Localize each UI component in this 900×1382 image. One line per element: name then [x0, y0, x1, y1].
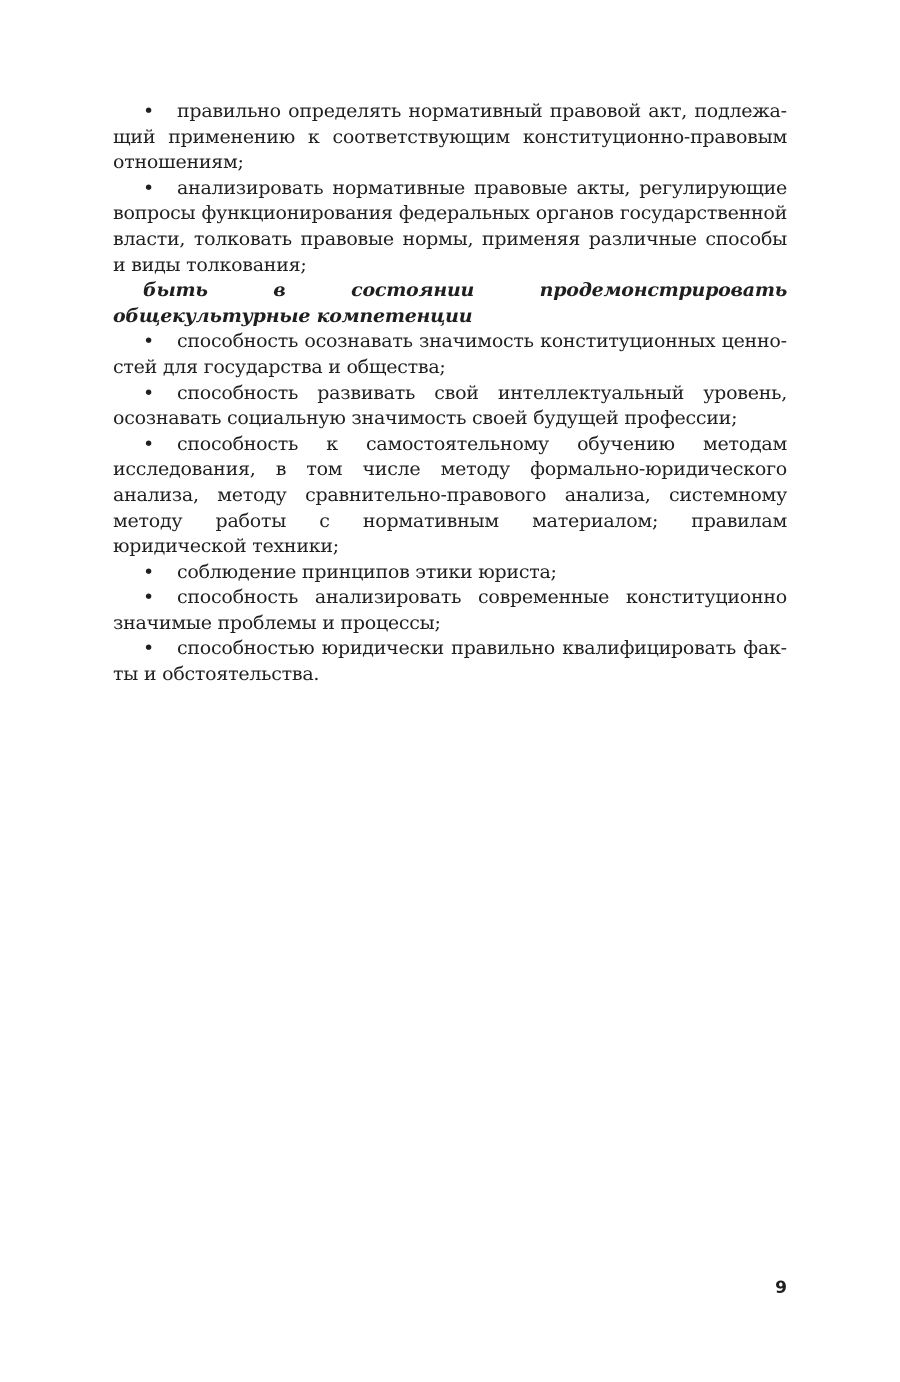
bullet-icon: •: [143, 100, 154, 122]
list-item: [113, 560, 787, 586]
bullet-icon: •: [143, 176, 154, 199]
list-item: [113, 636, 787, 687]
list-item-text: анализировать нормативные правовые акты, регулирующие вопросы функционирования федеральных органов государственной власти, толковать правовые нормы, применяя различные способы и виды толкования;: [113, 176, 787, 276]
list-item-text: соблюдение принципов этики юриста;: [177, 560, 557, 583]
bullet-icon: •: [143, 330, 154, 353]
list-item: [113, 585, 787, 636]
list-item-text: способность анализировать современные конституционно значимые проблемы и процессы;: [113, 586, 787, 634]
list-item: [113, 432, 787, 560]
list-item: [113, 176, 787, 278]
page-body: [113, 99, 787, 688]
list-item-text: правильно определять нормативный правовой акт, подлежащий применению к соответствующим конституционно-правовым отношениям;: [113, 100, 787, 174]
list-item: [113, 381, 787, 432]
bullet-icon: •: [143, 381, 154, 404]
skills-list: [113, 99, 787, 278]
bullet-icon: •: [143, 432, 154, 455]
list-item: [113, 329, 787, 380]
competencies-heading: быть в состоянии продемонстрировать общекультурные компетенции: [113, 279, 787, 327]
list-item-text: способность развивать свой интеллектуальный уровень, осознавать социальную значимость своей будущей профессии;: [113, 381, 787, 430]
bullet-icon: •: [143, 586, 154, 609]
list-item: [113, 99, 787, 176]
list-item-text: способность к самостоятельному обучению методам исследования, в том числе методу формально-юридического анализа, методу сравнительно-правового анализа, системному методу работы с нормативным материалом; правилам юридической техники;: [113, 432, 787, 558]
competencies-list: [113, 329, 787, 687]
list-item-text: способностью юридически правильно квалифицировать факты и обстоятельства.: [113, 637, 787, 686]
list-item-text: способность осознавать значимость конституционных ценностей для государства и общества;: [113, 330, 787, 378]
page-number: 9: [775, 1278, 787, 1298]
bullet-icon: •: [143, 560, 154, 583]
bullet-icon: •: [143, 637, 154, 660]
